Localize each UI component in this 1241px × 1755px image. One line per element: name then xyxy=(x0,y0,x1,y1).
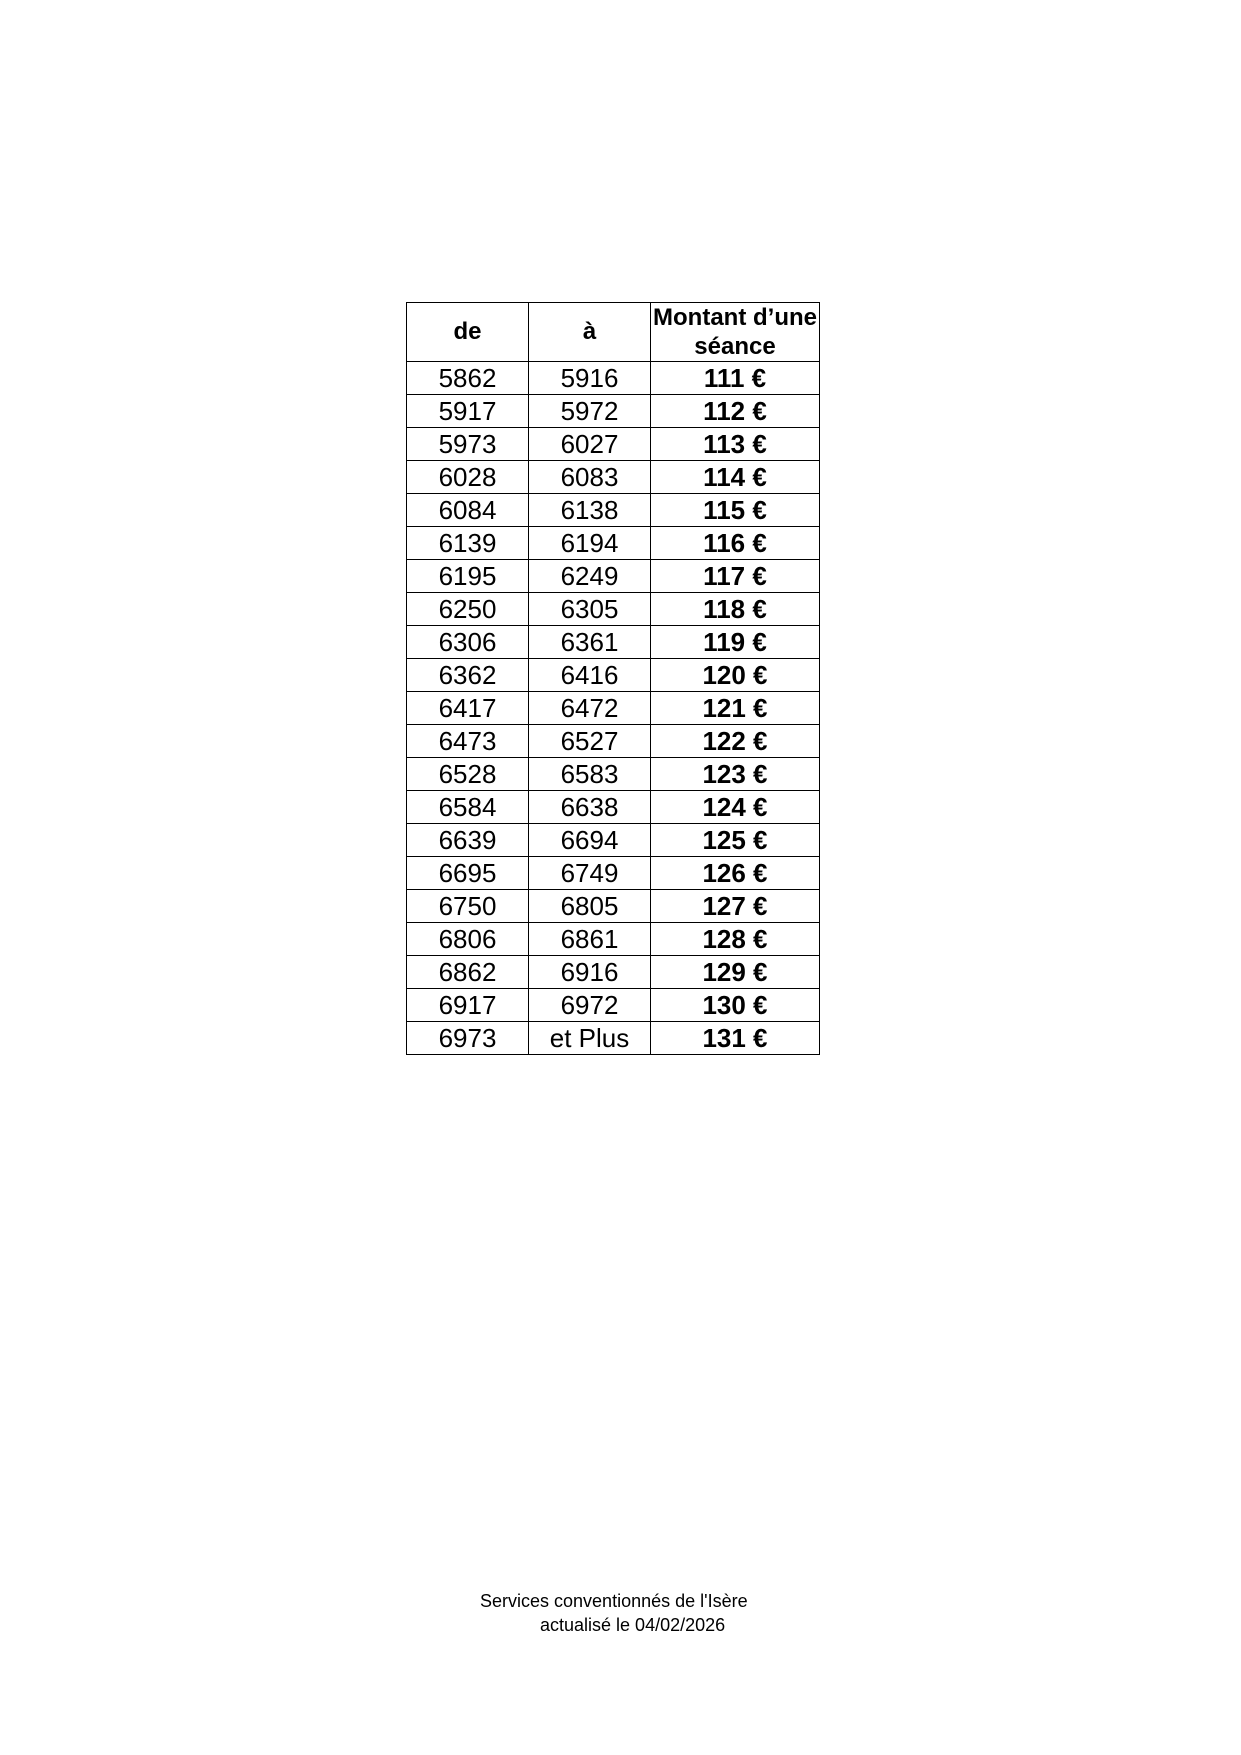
cell-a: 6361 xyxy=(529,626,651,659)
table-row xyxy=(407,890,820,923)
cell-de: 6917 xyxy=(407,989,529,1022)
cell-montant: 113 € xyxy=(651,428,820,461)
table-row xyxy=(407,527,820,560)
table-row xyxy=(407,956,820,989)
cell-de: 6362 xyxy=(407,659,529,692)
table-row xyxy=(407,659,820,692)
table-row xyxy=(407,560,820,593)
cell-de: 6417 xyxy=(407,692,529,725)
table-row xyxy=(407,692,820,725)
cell-montant: 124 € xyxy=(651,791,820,824)
header-row xyxy=(407,303,820,362)
cell-a: 6749 xyxy=(529,857,651,890)
cell-a: 6138 xyxy=(529,494,651,527)
cell-montant: 129 € xyxy=(651,956,820,989)
cell-a: 6083 xyxy=(529,461,651,494)
cell-de: 6695 xyxy=(407,857,529,890)
cell-montant: 126 € xyxy=(651,857,820,890)
cell-de: 6084 xyxy=(407,494,529,527)
cell-de: 6973 xyxy=(407,1022,529,1055)
cell-a: 6027 xyxy=(529,428,651,461)
cell-montant: 131 € xyxy=(651,1022,820,1055)
cell-a: 6472 xyxy=(529,692,651,725)
cell-de: 6139 xyxy=(407,527,529,560)
cell-de: 6806 xyxy=(407,923,529,956)
rate-table xyxy=(406,302,820,1055)
table-row xyxy=(407,461,820,494)
cell-de: 5862 xyxy=(407,362,529,395)
cell-a: 5916 xyxy=(529,362,651,395)
cell-a: 5972 xyxy=(529,395,651,428)
cell-a: 6638 xyxy=(529,791,651,824)
table-row xyxy=(407,758,820,791)
cell-a: et Plus xyxy=(529,1022,651,1055)
footer-update-date: actualisé le 04/02/2026 xyxy=(540,1615,726,1635)
cell-de: 6473 xyxy=(407,725,529,758)
cell-de: 6639 xyxy=(407,824,529,857)
header-a: à xyxy=(529,303,651,362)
cell-montant: 125 € xyxy=(651,824,820,857)
cell-a: 6916 xyxy=(529,956,651,989)
cell-de: 6195 xyxy=(407,560,529,593)
cell-a: 6249 xyxy=(529,560,651,593)
cell-montant: 120 € xyxy=(651,659,820,692)
cell-montant: 122 € xyxy=(651,725,820,758)
table-row xyxy=(407,626,820,659)
cell-montant: 116 € xyxy=(651,527,820,560)
cell-a: 6972 xyxy=(529,989,651,1022)
cell-de: 6528 xyxy=(407,758,529,791)
header-de: de xyxy=(407,303,529,362)
table-row xyxy=(407,362,820,395)
cell-a: 6694 xyxy=(529,824,651,857)
cell-de: 6306 xyxy=(407,626,529,659)
table-row xyxy=(407,923,820,956)
table-row xyxy=(407,791,820,824)
cell-a: 6194 xyxy=(529,527,651,560)
cell-montant: 111 € xyxy=(651,362,820,395)
cell-montant: 127 € xyxy=(651,890,820,923)
cell-montant: 119 € xyxy=(651,626,820,659)
cell-montant: 130 € xyxy=(651,989,820,1022)
table-row xyxy=(407,857,820,890)
table-row xyxy=(407,1022,820,1055)
cell-montant: 128 € xyxy=(651,923,820,956)
cell-de: 6584 xyxy=(407,791,529,824)
cell-a: 6416 xyxy=(529,659,651,692)
table-row xyxy=(407,593,820,626)
table-body xyxy=(407,362,820,1055)
cell-a: 6805 xyxy=(529,890,651,923)
cell-a: 6305 xyxy=(529,593,651,626)
table-row xyxy=(407,494,820,527)
cell-a: 6861 xyxy=(529,923,651,956)
cell-montant: 112 € xyxy=(651,395,820,428)
cell-de: 5973 xyxy=(407,428,529,461)
cell-a: 6527 xyxy=(529,725,651,758)
cell-de: 5917 xyxy=(407,395,529,428)
table-row xyxy=(407,428,820,461)
cell-a: 6583 xyxy=(529,758,651,791)
table-row xyxy=(407,989,820,1022)
cell-de: 6862 xyxy=(407,956,529,989)
cell-montant: 115 € xyxy=(651,494,820,527)
cell-de: 6028 xyxy=(407,461,529,494)
header-montant: Montant d’une séance xyxy=(651,303,820,362)
cell-de: 6250 xyxy=(407,593,529,626)
table-header xyxy=(407,303,820,362)
cell-montant: 123 € xyxy=(651,758,820,791)
table-row xyxy=(407,824,820,857)
table-row xyxy=(407,725,820,758)
cell-montant: 114 € xyxy=(651,461,820,494)
cell-montant: 118 € xyxy=(651,593,820,626)
cell-montant: 121 € xyxy=(651,692,820,725)
cell-montant: 117 € xyxy=(651,560,820,593)
cell-de: 6750 xyxy=(407,890,529,923)
table-row xyxy=(407,395,820,428)
footer-organization: Services conventionnés de l'Isère xyxy=(480,1591,748,1611)
